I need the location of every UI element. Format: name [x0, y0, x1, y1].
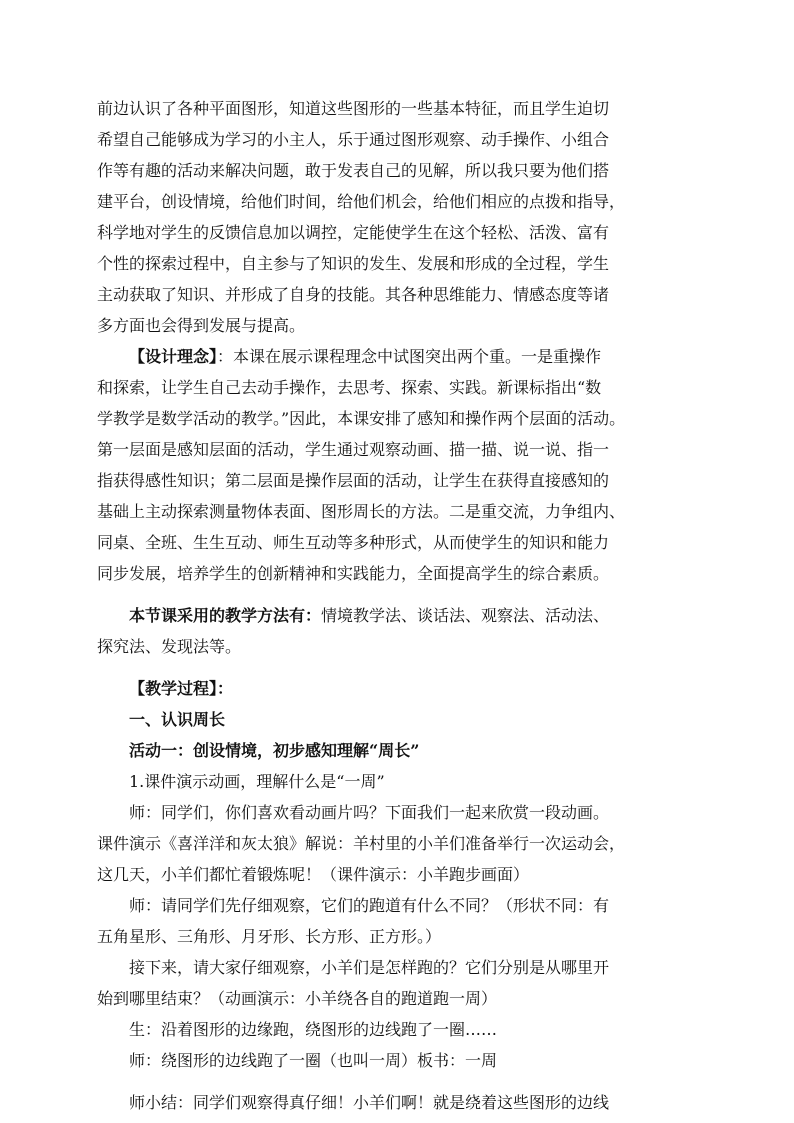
- design-line: 同桌、全班、生生互动、师生互动等多种形式，从而使学生的知识和能力: [97, 533, 610, 552]
- dialogue-line: 接下来，请大家仔细观察，小羊们是怎样跑的？它们分别是从哪里开: [129, 958, 610, 977]
- summary-line: 师小结：同学们观察得真仔细！小羊们啊！就是绕着这些图形的边线: [129, 1093, 610, 1112]
- methods-heading: 本节课采用的教学方法有：: [129, 606, 322, 625]
- design-line: 学教学是数学活动的教学。”因此，本课安排了感知和操作两个层面的活动。: [97, 409, 626, 428]
- design-heading: 【设计理念】: [129, 347, 218, 366]
- section-heading: 一、认识周长: [129, 710, 226, 729]
- dialogue-line: 这几天，小羊们都忙着锻炼呢！（课件演示：小羊跑步画面）: [97, 865, 530, 884]
- intro-line: 个性的探索过程中，自主参与了知识的发生、发展和形成的全过程，学生: [97, 254, 610, 273]
- design-line: 第一层面是感知层面的活动，学生通过观察动画、描一描、说一说、指一: [97, 440, 610, 459]
- numbered-item: 1.课件演示动画，理解什么是“一周”: [129, 772, 385, 791]
- intro-line: 主动获取了知识、并形成了自身的技能。其各种思维能力、情感态度等诸: [97, 285, 610, 304]
- intro-line: 多方面也会得到发展与提高。: [97, 316, 306, 335]
- dialogue-line: 生：沿着图形的边缘跑，绕图形的边线跑了一圈……: [129, 1020, 498, 1039]
- intro-line: 希望自己能够成为学习的小主人，乐于通过图形观察、动手操作、小组合: [97, 130, 610, 149]
- activity-heading: 活动一：创设情境，初步感知理解“周长”: [129, 741, 420, 760]
- dialogue-line: 师：绕图形的边线跑了一圈（也叫一周）板书：一周: [129, 1051, 498, 1070]
- methods-first-text: 情境教学法、谈话法、观察法、活动法、: [321, 606, 610, 625]
- design-line: 基础上主动探索测量物体表面、图形周长的方法。二是重交流，力争组内、: [97, 502, 626, 521]
- dialogue-line: 五角星形、三角形、月牙形、长方形、正方形。）: [97, 927, 442, 946]
- design-line: 和探索，让学生自己去动手操作，去思考、探索、实践。新课标指出“数: [97, 378, 602, 397]
- dialogue-line: 始到哪里结束？（动画演示：小羊绕各自的跑道跑一周）: [97, 989, 498, 1008]
- methods-line: 探究法、发现法等。: [97, 637, 242, 656]
- design-first-text: ：本课在展示课程理念中试图突出两个重。一是重操作: [217, 347, 602, 366]
- design-first-line: [129, 346, 709, 368]
- dialogue-line: 师：请同学们先仔细观察，它们的跑道有什么不同？（形状不同：有: [129, 896, 610, 915]
- design-line: 同步发展，培养学生的创新精神和实践能力，全面提高学生的综合素质。: [97, 564, 610, 583]
- design-line: 指获得感性知识；第二层面是操作层面的活动，让学生在获得直接感知的: [97, 471, 610, 490]
- intro-line: 建平台，创设情境，给他们时间，给他们机会，给他们相应的点拨和指导，: [97, 192, 626, 211]
- dialogue-line: 课件演示《喜洋洋和灰太狼》解说：羊村里的小羊们准备举行一次运动会，: [97, 834, 626, 853]
- intro-line: 作等有趣的活动来解决问题，敢于发表自己的见解，所以我只要为他们搭: [97, 161, 610, 180]
- intro-line: 前边认识了各种平面图形，知道这些图形的一些基本特征，而且学生迫切: [97, 99, 610, 118]
- methods-first-line: [129, 605, 709, 627]
- process-heading: 【教学过程】：: [129, 679, 234, 698]
- intro-line: 科学地对学生的反馈信息加以调控，定能使学生在这个轻松、活泼、富有: [97, 223, 610, 242]
- dialogue-line: 师：同学们，你们喜欢看动画片吗？下面我们一起来欣赏一段动画。: [129, 803, 610, 822]
